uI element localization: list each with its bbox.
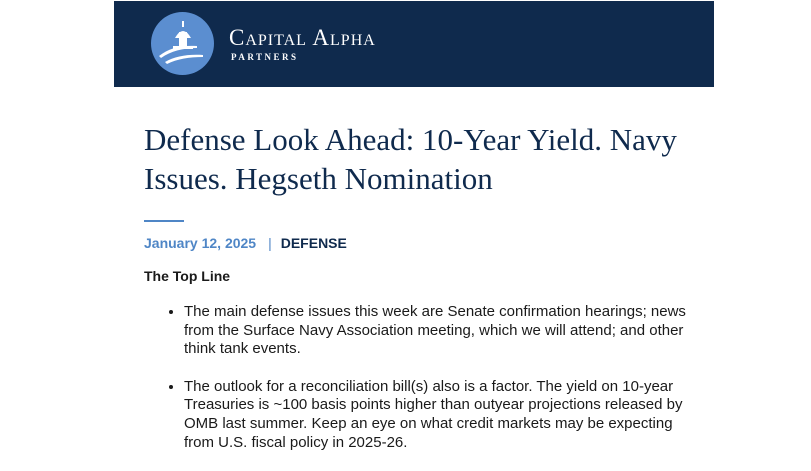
- capitol-dome-icon: [151, 12, 214, 75]
- section-heading: The Top Line: [144, 268, 231, 284]
- brand-name: Capital Alpha: [229, 25, 376, 50]
- article-category[interactable]: DEFENSE: [280, 235, 347, 251]
- site-header: [114, 1, 714, 87]
- brand: [229, 25, 376, 63]
- list-item: • The main defense issues this week are Senate confirmation hearings; news from the Surface Navy Association meeting, which we will attend; and other think tank events.: [184, 303, 704, 359]
- bullet-list: [164, 303, 704, 471]
- article-date: January 12, 2025: [144, 235, 257, 251]
- article-title: Defense Look Ahead: 10-Year Yield. Navy Issues. Hegseth Nomination: [144, 122, 677, 196]
- brand-subtitle: PARTNERS: [231, 52, 299, 62]
- title-divider: [144, 220, 184, 222]
- article-meta: [144, 234, 347, 252]
- list-item: • The outlook for a reconciliation bill(s) also is a factor. The yield on 10-year Treasuries is ~100 basis points higher than outyear projections released by OMB last summer. Keep an eye on what credit markets may be expecting from U.S. fiscal policy in 2025-26.: [184, 378, 704, 452]
- meta-separator: |: [268, 235, 272, 251]
